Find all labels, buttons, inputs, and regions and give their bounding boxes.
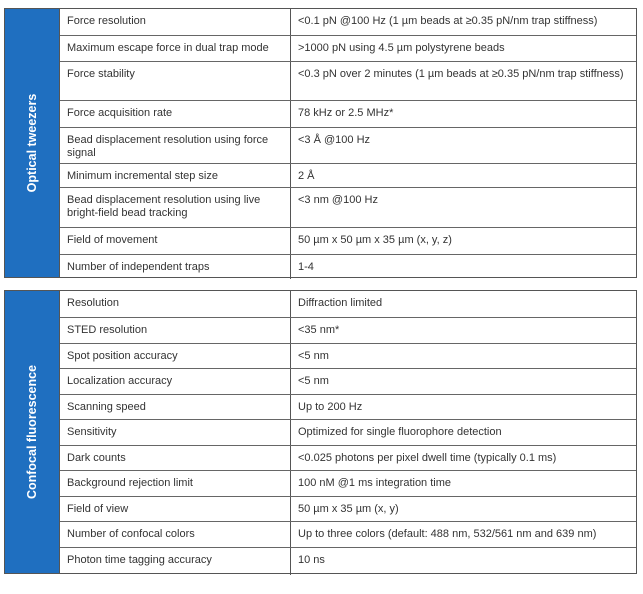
table-row: [60, 227, 636, 254]
spec-value: Up to three colors (default: 488 nm, 532/561 nm and 639 nm): [291, 521, 637, 547]
spec-label: Bead displacement resolution using force signal: [60, 127, 291, 163]
table-row: [60, 470, 636, 496]
spec-value: 50 µm x 35 µm (x, y): [291, 496, 637, 521]
table-row: [60, 291, 636, 317]
spec-value: 2 Å: [291, 163, 637, 187]
spec-value: <35 nm*: [291, 317, 637, 343]
spec-label: Number of confocal colors: [60, 521, 291, 547]
spec-value: <5 nm: [291, 343, 637, 368]
spec-table: [60, 9, 636, 279]
spec-label: Dark counts: [60, 445, 291, 470]
spec-value: Diffraction limited: [291, 291, 637, 317]
section-side-label: Optical tweezers: [5, 9, 60, 277]
spec-label: Number of independent traps: [60, 254, 291, 279]
spec-label: Background rejection limit: [60, 470, 291, 496]
spec-value: Optimized for single fluorophore detection: [291, 419, 637, 445]
confocal-fluorescence-section: [4, 290, 637, 574]
spec-value: 10 ns: [298, 553, 325, 566]
spec-value: <3 nm @100 Hz: [291, 187, 637, 227]
table-row: [60, 61, 636, 100]
table-row: [60, 317, 636, 343]
spec-label: Force resolution: [60, 9, 291, 35]
spec-value: >1000 pN using 4.5 µm polystyrene beads: [291, 35, 637, 61]
spec-value: 78 kHz or 2.5 MHz*: [291, 100, 637, 127]
table-row: [60, 343, 636, 368]
spec-label: Force stability: [60, 61, 291, 100]
table-row: [60, 368, 636, 394]
spec-label: Field of movement: [60, 227, 291, 254]
table-row: [60, 100, 636, 127]
spec-value: <0.3 pN over 2 minutes (1 µm beads at ≥0.35 pN/nm trap stiffness): [291, 61, 637, 100]
spec-label: Minimum incremental step size: [60, 163, 291, 187]
spec-label: Resolution: [60, 291, 291, 317]
table-row: [60, 547, 636, 575]
table-row: [60, 163, 636, 187]
spec-label: Spot position accuracy: [60, 343, 291, 368]
section-side-label: Confocal fluorescence: [5, 291, 60, 573]
table-row: [60, 445, 636, 470]
table-row: [60, 254, 636, 279]
spec-value: <0.1 pN @100 Hz (1 µm beads at ≥0.35 pN/nm trap stiffness): [291, 9, 637, 35]
table-row: [60, 9, 636, 35]
spec-value: <3 Å @100 Hz: [291, 127, 637, 163]
spec-label: STED resolution: [60, 317, 291, 343]
spec-value: 100 nM @1 ms integration time: [291, 470, 637, 496]
spec-label: Field of view: [60, 496, 291, 521]
table-row: [60, 127, 636, 163]
spec-value: 1-4: [298, 260, 314, 273]
table-row: [60, 35, 636, 61]
spec-value: Up to 200 Hz: [291, 394, 637, 419]
table-row: [60, 521, 636, 547]
table-row: [60, 187, 636, 227]
spec-label: Localization accuracy: [60, 368, 291, 394]
spec-label: Maximum escape force in dual trap mode: [60, 35, 291, 61]
spec-label: Sensitivity: [60, 419, 291, 445]
table-row: [60, 496, 636, 521]
spec-label: Photon time tagging accuracy: [60, 547, 291, 575]
spec-label: Force acquisition rate: [60, 100, 291, 127]
spec-value: <5 nm: [291, 368, 637, 394]
table-row: [60, 394, 636, 419]
table-row: [60, 419, 636, 445]
spec-value: <0.025 photons per pixel dwell time (typically 0.1 ms): [291, 445, 637, 470]
spec-label: Scanning speed: [60, 394, 291, 419]
spec-value: 50 µm x 50 µm x 35 µm (x, y, z): [291, 227, 637, 254]
optical-tweezers-section: [4, 8, 637, 278]
spec-label: Bead displacement resolution using live bright-field bead tracking: [60, 187, 291, 227]
spec-table: [60, 291, 636, 575]
